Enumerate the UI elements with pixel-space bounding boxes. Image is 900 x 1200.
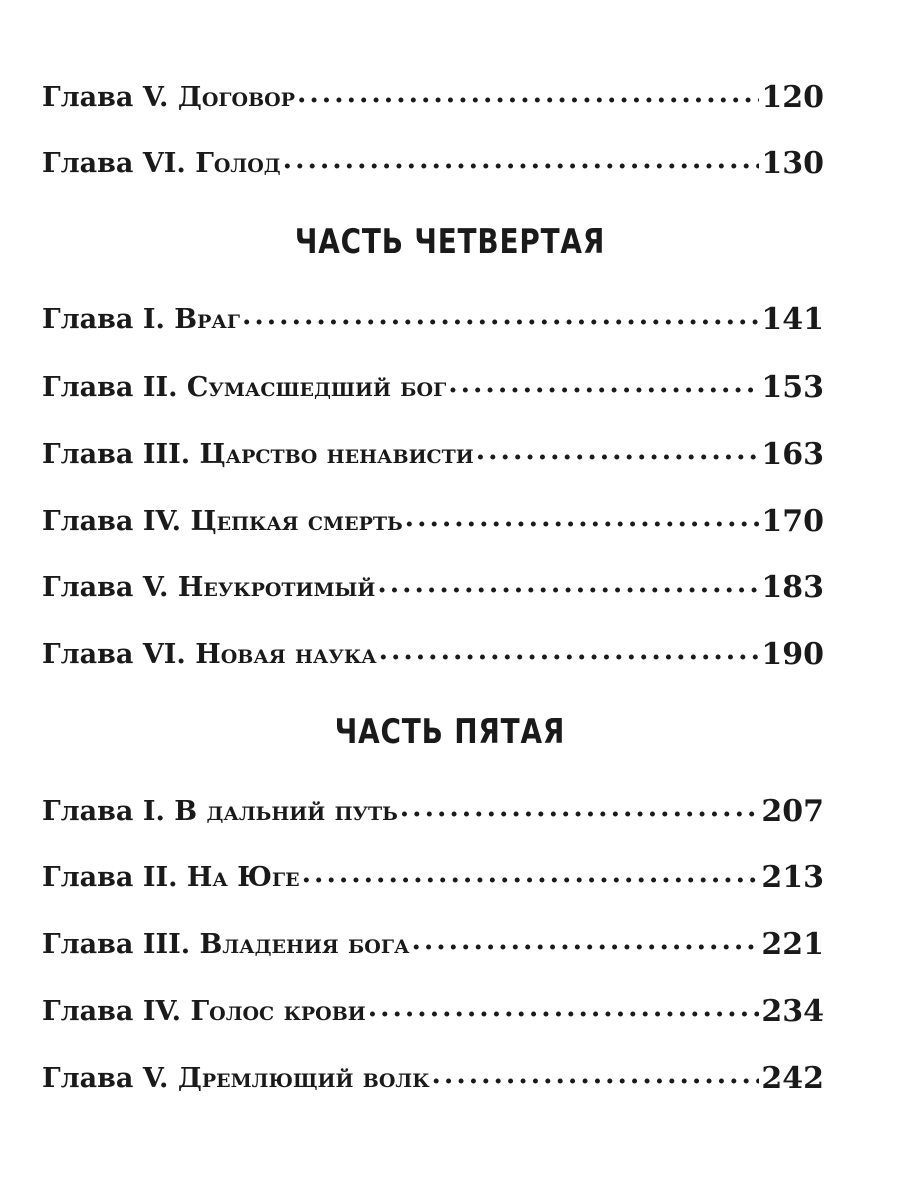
chapter-title: Царство ненависти (199, 439, 474, 470)
chapter-title: На Юге (186, 862, 300, 893)
toc-entry-label (42, 639, 377, 671)
chapter-number: Глава V. (42, 1063, 169, 1094)
toc-entry-label (42, 82, 295, 114)
toc-entry (42, 292, 824, 336)
page-number: 120 (761, 80, 824, 115)
leader-dots (411, 929, 759, 961)
chapter-number: Глава VI. (42, 148, 186, 179)
toc-entry (42, 984, 824, 1028)
chapter-title: Новая наука (195, 639, 377, 670)
toc-entry (42, 494, 824, 538)
page-number: 207 (761, 794, 824, 829)
chapter-number: Глава I. (42, 304, 165, 335)
part-heading: ЧАСТЬ ЧЕТВЕРТАЯ (294, 222, 606, 262)
chapter-title: Дремлющий волк (177, 1063, 430, 1094)
toc-entry (42, 627, 824, 671)
chapter-title: Голос крови (190, 996, 366, 1027)
page-number: 221 (761, 927, 824, 962)
toc-entry (42, 850, 824, 894)
toc-entry (42, 136, 824, 180)
chapter-title: Сумасшедший бог (186, 372, 447, 403)
leader-dots (379, 639, 760, 671)
chapter-number: Глава V. (42, 572, 169, 603)
toc-entry-label (42, 506, 403, 538)
chapter-number: Глава IV. (42, 996, 182, 1027)
chapter-number: Глава I. (42, 796, 165, 827)
page-number: 242 (761, 1061, 824, 1096)
page-number: 183 (761, 570, 824, 605)
chapter-number: Глава III. (42, 439, 191, 470)
chapter-title: Цепкая смерть (190, 506, 403, 537)
leader-dots (368, 996, 760, 1028)
leader-dots (283, 148, 760, 180)
chapter-title: Враг (174, 304, 240, 335)
leader-dots (476, 439, 760, 471)
leader-dots (405, 506, 760, 538)
toc-entry-label (42, 304, 240, 336)
page-number: 190 (761, 637, 824, 672)
chapter-number: Глава II. (42, 372, 178, 403)
leader-dots (377, 572, 759, 604)
toc-entry-label (42, 439, 474, 471)
leader-dots (242, 304, 759, 336)
page-number: 170 (761, 504, 824, 539)
toc-entry (42, 427, 824, 471)
toc-entry-label (42, 148, 281, 180)
chapter-title: Неукротимый (177, 572, 376, 603)
chapter-title: Голод (195, 148, 281, 179)
leader-dots (448, 372, 759, 404)
chapter-title: Договор (177, 82, 295, 113)
chapter-title: Владения бога (199, 929, 410, 960)
page-number: 213 (761, 860, 824, 895)
toc-entry-label (42, 862, 300, 894)
toc-entry-label (42, 996, 366, 1028)
toc-entry-label (42, 796, 398, 828)
leader-dots (297, 82, 759, 114)
page-number: 163 (761, 437, 824, 472)
toc-entry (42, 1051, 824, 1095)
toc-entry-label (42, 929, 409, 961)
toc-entry (42, 560, 824, 604)
leader-dots (400, 796, 760, 828)
toc-entry (42, 917, 824, 961)
part-heading: ЧАСТЬ ПЯТАЯ (334, 712, 566, 752)
toc-entry-label (42, 572, 375, 604)
chapter-title: В дальний путь (174, 796, 398, 827)
page-number: 130 (761, 146, 824, 181)
leader-dots (432, 1063, 760, 1095)
page-number: 234 (761, 994, 824, 1029)
toc-entry (42, 70, 824, 114)
leader-dots (302, 862, 760, 894)
page-number: 141 (761, 302, 824, 337)
toc-entry (42, 360, 824, 404)
chapter-number: Глава V. (42, 82, 169, 113)
toc-entry-label (42, 1063, 430, 1095)
page-number: 153 (761, 370, 824, 405)
toc-entry (42, 784, 824, 828)
chapter-number: Глава III. (42, 929, 191, 960)
chapter-number: Глава IV. (42, 506, 182, 537)
toc-entry-label (42, 372, 446, 404)
chapter-number: Глава II. (42, 862, 178, 893)
chapter-number: Глава VI. (42, 639, 186, 670)
